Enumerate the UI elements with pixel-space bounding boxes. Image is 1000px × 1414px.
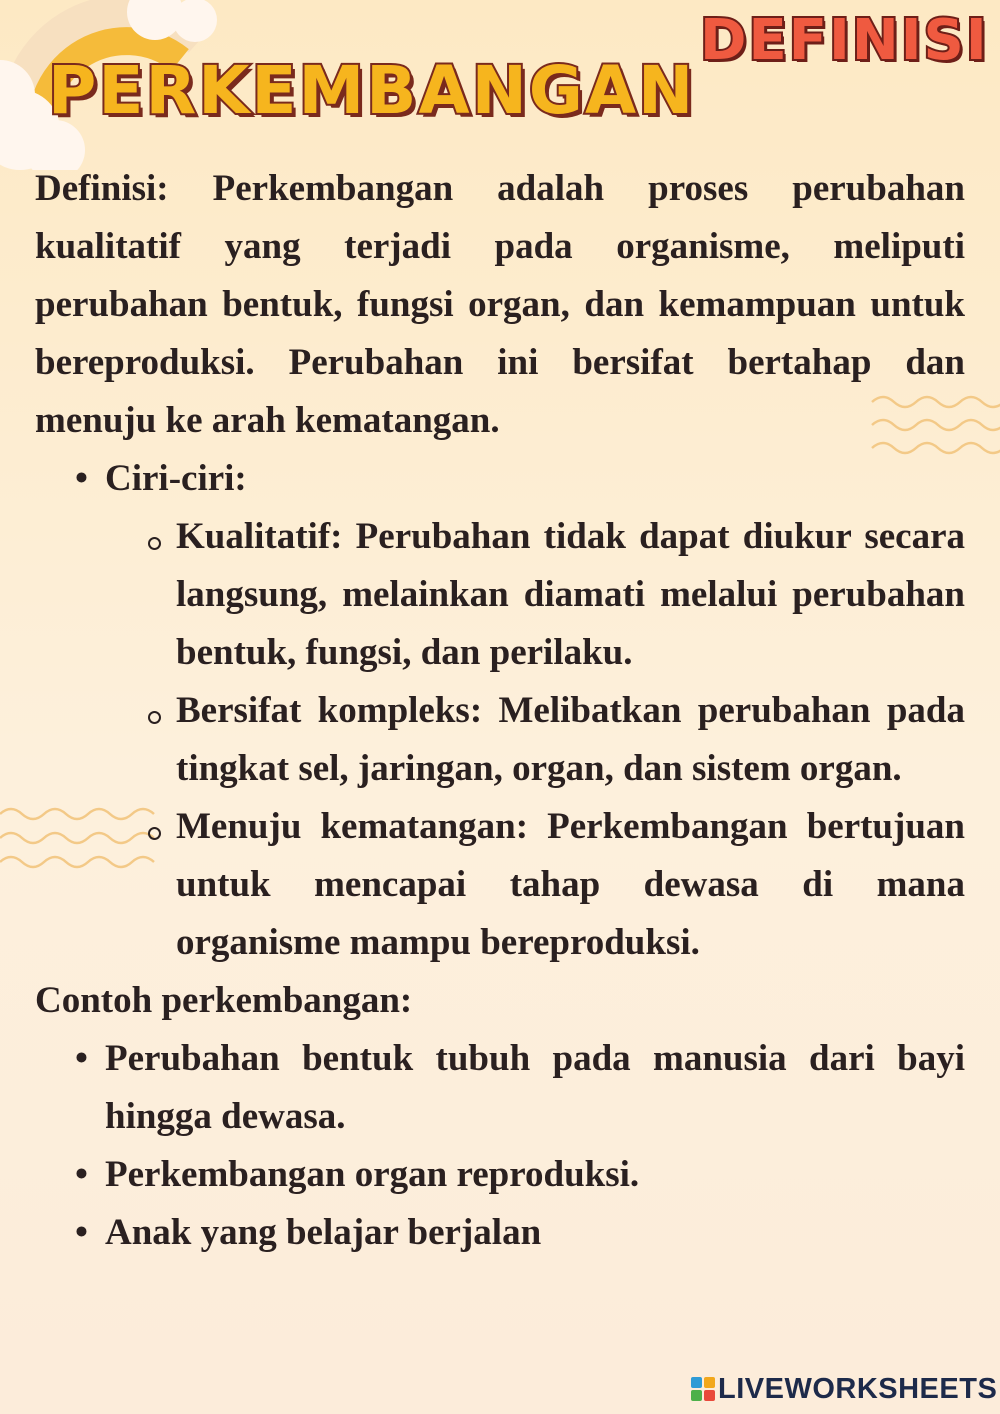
contoh-item: • Perkembangan organ reproduksi.	[35, 1146, 965, 1204]
logo-text: LIVEWORKSHEETS	[718, 1372, 998, 1405]
ciri-heading	[35, 450, 965, 508]
liveworksheets-logo	[690, 1372, 997, 1406]
ciri-item: Bersifat kompleks: Melibatkan perubahan pada tingkat sel, jaringan, organ, dan sistem organ.	[35, 682, 965, 798]
contoh-item: • Perubahan bentuk tubuh pada manusia dari bayi hingga dewasa.	[35, 1030, 965, 1146]
section-tag: DEFINISI	[700, 8, 989, 73]
definition-paragraph: Definisi: Perkembangan adalah proses perubahan kualitatif yang terjadi pada organisme, meliputi perubahan bentuk, fungsi organ, dan kemampuan untuk bereproduksi. Perubahan ini bersifat bertahap dan menuju ke arah kematangan.	[35, 168, 965, 441]
ciri-items	[35, 508, 965, 972]
contoh-item: • Anak yang belajar berjalan	[35, 1204, 965, 1262]
contoh-heading: Contoh perkembangan:	[35, 980, 413, 1021]
page-title: PERKEMBANGAN	[48, 52, 696, 129]
ciri-item: Kualitatif: Perubahan tidak dapat diukur secara langsung, melainkan diamati melalui perubahan bentuk, fungsi, dan perilaku.	[35, 508, 965, 682]
contoh-list	[35, 1030, 965, 1262]
ciri-item: Menuju kematangan: Perkembangan bertujuan untuk mencapai tahap dewasa di mana organisme mampu bereproduksi.	[35, 798, 965, 972]
content-body	[35, 160, 965, 1262]
ciri-label: Ciri-ciri:	[105, 458, 247, 499]
ciri-list	[35, 450, 965, 508]
liveworksheets-mark-icon	[690, 1376, 716, 1402]
